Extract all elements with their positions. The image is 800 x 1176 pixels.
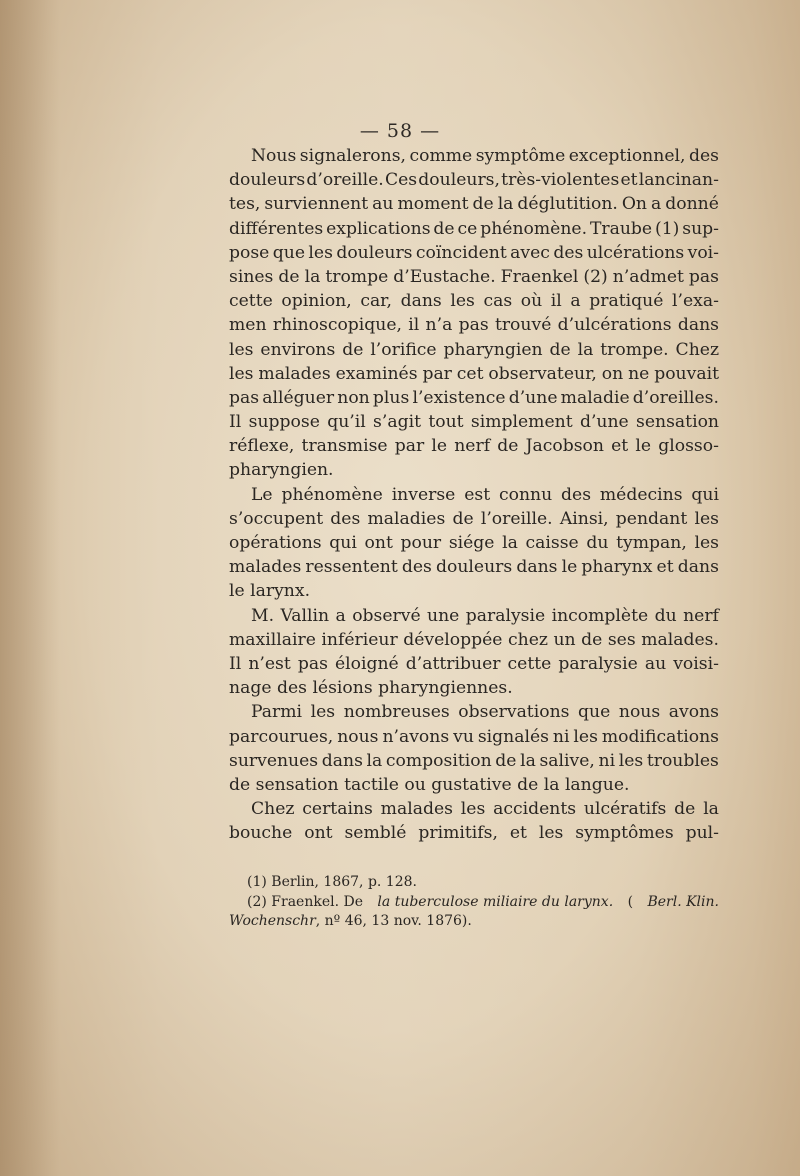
word: sup- bbox=[682, 218, 719, 239]
word: avons bbox=[668, 702, 719, 723]
word: les bbox=[308, 242, 333, 263]
word: paralysie bbox=[465, 605, 546, 626]
word: nerf bbox=[683, 605, 719, 626]
word: Jacobson bbox=[525, 436, 604, 457]
word: connu bbox=[498, 484, 553, 505]
word: car, bbox=[360, 291, 392, 312]
word: par bbox=[422, 363, 452, 384]
word: opérations bbox=[229, 533, 322, 553]
word: maxillaire bbox=[229, 629, 316, 650]
word: douleurs, bbox=[418, 170, 500, 191]
word: accidents bbox=[493, 799, 577, 820]
text-line bbox=[229, 531, 719, 555]
word: ses bbox=[607, 629, 636, 650]
word: un bbox=[553, 629, 576, 650]
word: douleurs bbox=[336, 242, 413, 263]
word: la bbox=[366, 750, 383, 771]
text-line bbox=[229, 773, 719, 797]
word: avec bbox=[510, 242, 550, 263]
footnote-2-journal-cont: Wochenschr bbox=[229, 913, 316, 929]
word: Traube bbox=[589, 218, 653, 239]
word: nerf bbox=[454, 436, 491, 457]
word: tympan, bbox=[616, 533, 687, 553]
word: les bbox=[694, 533, 719, 553]
word: Vallin bbox=[280, 605, 330, 626]
text-line bbox=[229, 749, 719, 773]
word: de bbox=[517, 774, 544, 795]
word: pouvait bbox=[654, 363, 719, 384]
footnote-2-paren: ( bbox=[627, 893, 634, 910]
word: des bbox=[276, 678, 313, 699]
word: moment bbox=[397, 194, 469, 215]
word: de bbox=[581, 629, 603, 650]
word: l’orifice bbox=[370, 339, 437, 360]
word: les bbox=[229, 339, 254, 360]
word: des bbox=[553, 242, 584, 263]
word: pharyngien. bbox=[229, 460, 334, 481]
word: voisi- bbox=[673, 653, 719, 674]
word: il bbox=[550, 291, 562, 312]
word: dans bbox=[516, 557, 558, 578]
word: a bbox=[651, 194, 662, 215]
word: est bbox=[464, 484, 491, 505]
word: éloigné bbox=[334, 653, 399, 674]
word: pul- bbox=[685, 823, 719, 844]
word: plus bbox=[372, 387, 410, 408]
word: larynx. bbox=[250, 581, 311, 602]
word: Ainsi, bbox=[559, 508, 609, 529]
word: semblé bbox=[344, 823, 407, 844]
word: signalés bbox=[477, 726, 549, 747]
word: Chez bbox=[675, 339, 719, 360]
word: a bbox=[570, 291, 581, 312]
text-line bbox=[229, 483, 719, 507]
word: dans bbox=[400, 291, 442, 312]
word: ressentent bbox=[305, 557, 398, 578]
text-line bbox=[229, 821, 719, 845]
word: de bbox=[278, 266, 300, 287]
word: et bbox=[509, 823, 527, 844]
word: qui bbox=[329, 533, 357, 553]
word: alléguer bbox=[262, 387, 335, 408]
word: tout bbox=[428, 412, 464, 433]
word: M. bbox=[251, 605, 275, 626]
word: réflexe, bbox=[229, 436, 295, 457]
word: primitifs, bbox=[418, 823, 498, 844]
word: pas bbox=[229, 387, 260, 408]
word: bouche bbox=[229, 823, 293, 844]
word: et bbox=[611, 436, 629, 457]
word: pendant bbox=[615, 508, 688, 529]
word: incomplète bbox=[551, 605, 649, 626]
word: nage bbox=[229, 678, 277, 699]
word: composition bbox=[385, 750, 492, 771]
footnote-2-title: la tuberculose miliaire du larynx. bbox=[377, 893, 614, 910]
word: où bbox=[520, 291, 543, 312]
text-line bbox=[229, 555, 719, 579]
word: a bbox=[335, 605, 346, 626]
word: men bbox=[229, 315, 267, 336]
word: n’avons bbox=[382, 726, 450, 747]
text-line bbox=[229, 386, 719, 410]
word: rhinoscopique, bbox=[272, 315, 403, 336]
text-line bbox=[229, 241, 719, 265]
word: langue. bbox=[564, 774, 630, 795]
word: la bbox=[703, 799, 719, 820]
word: pharynx bbox=[581, 557, 653, 578]
word: sensation bbox=[255, 774, 345, 795]
word: simplement bbox=[470, 412, 573, 433]
word: pharyngien bbox=[443, 339, 543, 360]
word: ulcérations bbox=[586, 242, 685, 263]
word: lancinan- bbox=[638, 170, 719, 191]
word: que bbox=[272, 242, 305, 263]
text-line bbox=[229, 338, 719, 362]
word: siége bbox=[448, 533, 495, 553]
word: d’une bbox=[579, 412, 629, 433]
word: la bbox=[497, 194, 514, 215]
word: de bbox=[452, 508, 474, 529]
word: des bbox=[401, 557, 432, 578]
word: Parmi bbox=[251, 702, 303, 723]
word: du bbox=[586, 533, 609, 553]
word: paralysie bbox=[558, 653, 638, 674]
word: nous bbox=[618, 702, 661, 723]
page-number: — 58 — bbox=[359, 120, 441, 142]
footnote-2-continued bbox=[229, 912, 719, 932]
word: ne bbox=[628, 363, 650, 384]
footnote-1: (1) Berlin, 1867, p. 128. bbox=[247, 874, 417, 890]
word: d’Eustache. bbox=[393, 266, 496, 287]
text-line bbox=[229, 700, 719, 724]
word: maladies bbox=[367, 508, 446, 529]
word: développée bbox=[403, 629, 503, 650]
text-line bbox=[229, 604, 719, 628]
word: cas bbox=[483, 291, 513, 312]
word: donné bbox=[665, 194, 719, 215]
word: d’oreilles. bbox=[632, 387, 719, 408]
word: s’agit bbox=[373, 412, 421, 433]
word: dans bbox=[321, 750, 363, 771]
word: modifications bbox=[601, 726, 719, 747]
word: vu bbox=[453, 726, 474, 747]
word: d’attribuer bbox=[405, 653, 501, 674]
word: les bbox=[229, 363, 254, 384]
word: les bbox=[310, 702, 336, 723]
word: des bbox=[561, 484, 592, 505]
word: les bbox=[450, 291, 475, 312]
word: qu’il bbox=[327, 412, 366, 433]
word: malades bbox=[229, 557, 302, 578]
word: d’ulcérations bbox=[557, 315, 672, 336]
text-line bbox=[229, 652, 719, 676]
word: (1) bbox=[655, 218, 680, 239]
word: Le bbox=[251, 484, 273, 505]
word: de bbox=[472, 194, 494, 215]
word: ont bbox=[304, 823, 333, 844]
word: Chez bbox=[251, 799, 295, 820]
word: ni bbox=[552, 726, 570, 747]
word: Il bbox=[229, 653, 242, 674]
word: trompe. bbox=[600, 339, 669, 360]
word: ni bbox=[598, 750, 616, 771]
word: phénomène. bbox=[480, 218, 588, 239]
word: différentes bbox=[229, 218, 324, 239]
word: Fraenkel bbox=[500, 266, 579, 287]
word: pharyngiennes. bbox=[378, 678, 513, 699]
word: tactile bbox=[344, 774, 405, 795]
word: la bbox=[502, 533, 518, 553]
text-line bbox=[229, 410, 719, 434]
word: trouvé bbox=[494, 315, 552, 336]
word: observateur, bbox=[488, 363, 597, 384]
text-line bbox=[229, 458, 719, 482]
word: le bbox=[431, 436, 448, 457]
word: explications bbox=[326, 218, 431, 239]
word: (2) bbox=[583, 266, 608, 287]
text-line bbox=[229, 289, 719, 313]
text-line bbox=[229, 265, 719, 289]
word: inférieur bbox=[321, 629, 398, 650]
word: s’occupent bbox=[229, 508, 324, 529]
word: malades bbox=[258, 363, 331, 384]
word: non bbox=[337, 387, 370, 408]
word: Nous bbox=[251, 146, 297, 166]
word: l’oreille. bbox=[480, 508, 553, 529]
text-line bbox=[229, 362, 719, 386]
word: pose bbox=[229, 242, 270, 263]
word: la bbox=[304, 266, 321, 287]
word: maladie bbox=[560, 387, 630, 408]
word: transmise bbox=[301, 436, 388, 457]
word: l’existence bbox=[412, 387, 506, 408]
word: n’admet bbox=[612, 266, 684, 287]
word: d’oreille. bbox=[306, 170, 384, 191]
word: coïncident bbox=[415, 242, 507, 263]
word: les bbox=[694, 508, 719, 529]
footnote-2-ref: (2) Fraenkel. De bbox=[247, 893, 363, 910]
footnote-2-journal: Berl. Klin. bbox=[647, 893, 719, 910]
word: il bbox=[408, 315, 420, 336]
text-line bbox=[229, 725, 719, 749]
text-line bbox=[229, 628, 719, 652]
word: tes, bbox=[229, 194, 261, 215]
word: ont bbox=[364, 533, 393, 553]
word: pratiqué bbox=[589, 291, 664, 312]
text-line bbox=[229, 192, 719, 216]
word: nombreuses bbox=[343, 702, 450, 723]
word: les bbox=[573, 726, 598, 747]
word: que bbox=[578, 702, 611, 723]
word: le bbox=[561, 557, 578, 578]
word: pas bbox=[458, 315, 489, 336]
word: Il bbox=[229, 412, 242, 433]
word: comme bbox=[409, 146, 473, 166]
word: n’a bbox=[425, 315, 453, 336]
word: environs bbox=[260, 339, 336, 360]
word: une bbox=[427, 605, 460, 626]
word: glosso- bbox=[658, 436, 719, 457]
word: cet bbox=[456, 363, 484, 384]
footnote-2 bbox=[229, 893, 719, 913]
word: trompe bbox=[325, 266, 389, 287]
word: par bbox=[394, 436, 425, 457]
word: du bbox=[654, 605, 677, 626]
word: nous bbox=[337, 726, 379, 747]
word: salive, bbox=[539, 750, 595, 771]
text-line bbox=[229, 676, 719, 700]
word: douleurs bbox=[229, 170, 306, 191]
word: lésions bbox=[312, 678, 379, 699]
word: ce bbox=[457, 218, 478, 239]
word: caisse bbox=[525, 533, 579, 553]
word: pas bbox=[688, 266, 719, 287]
word: les bbox=[538, 823, 564, 844]
word: pas bbox=[297, 653, 328, 674]
word: inverse bbox=[391, 484, 456, 505]
word: phénomène bbox=[281, 484, 383, 505]
word: et bbox=[656, 557, 674, 578]
word: cette bbox=[229, 291, 273, 312]
word: et bbox=[620, 170, 638, 191]
word: de bbox=[549, 339, 571, 360]
word: au bbox=[644, 653, 667, 674]
word: de bbox=[674, 799, 696, 820]
text-line bbox=[229, 579, 719, 603]
word: parcourues, bbox=[229, 726, 334, 747]
word: le bbox=[229, 581, 251, 602]
text-line bbox=[229, 507, 719, 531]
word: la bbox=[520, 750, 536, 771]
word: on bbox=[601, 363, 624, 384]
word: observé bbox=[352, 605, 421, 626]
word: de bbox=[497, 436, 519, 457]
word: d’une bbox=[508, 387, 558, 408]
word: cette bbox=[507, 653, 552, 674]
word: de bbox=[342, 339, 364, 360]
body-text bbox=[229, 144, 719, 845]
word: qui bbox=[691, 484, 719, 505]
word: ou bbox=[404, 774, 432, 795]
word: le bbox=[635, 436, 652, 457]
word: douleurs bbox=[436, 557, 513, 578]
word: au bbox=[372, 194, 394, 215]
word: l’exa- bbox=[672, 291, 719, 312]
word: de bbox=[229, 774, 256, 795]
text-line bbox=[229, 313, 719, 337]
text-line bbox=[229, 434, 719, 458]
word: malades. bbox=[641, 629, 719, 650]
word: gustative bbox=[431, 774, 518, 795]
word: pour bbox=[400, 533, 442, 553]
text-line bbox=[229, 168, 719, 192]
word: exceptionnel, bbox=[568, 146, 686, 166]
word: n’est bbox=[248, 653, 291, 674]
word: On bbox=[621, 194, 648, 215]
word: symptômes bbox=[575, 823, 674, 844]
word: suppose bbox=[248, 412, 320, 433]
text-line bbox=[229, 797, 719, 821]
word: très-violentes bbox=[501, 170, 620, 191]
word: des bbox=[688, 146, 719, 166]
word: signalerons, bbox=[299, 146, 406, 166]
word: opinion, bbox=[281, 291, 352, 312]
word: dans bbox=[677, 315, 719, 336]
word: sensation bbox=[636, 412, 719, 433]
word: symptôme bbox=[475, 146, 566, 166]
word: survenues bbox=[229, 750, 319, 771]
word: troubles bbox=[646, 750, 719, 771]
footnotes bbox=[229, 873, 719, 932]
text-line bbox=[229, 217, 719, 241]
word: de bbox=[433, 218, 455, 239]
word: examinés bbox=[335, 363, 418, 384]
word: les bbox=[618, 750, 644, 771]
word: les bbox=[460, 799, 486, 820]
word: Ces bbox=[384, 170, 418, 191]
word: certains bbox=[302, 799, 373, 820]
word: chez bbox=[508, 629, 548, 650]
word: de bbox=[495, 750, 517, 771]
word: la bbox=[577, 339, 594, 360]
word: surviennent bbox=[264, 194, 369, 215]
word: la bbox=[543, 774, 565, 795]
word: des bbox=[330, 508, 361, 529]
word: malades bbox=[380, 799, 453, 820]
word: déglutition. bbox=[517, 194, 618, 215]
word: médecins bbox=[599, 484, 683, 505]
word: dans bbox=[677, 557, 719, 578]
word: ulcératifs bbox=[583, 799, 667, 820]
word: voi- bbox=[687, 242, 719, 263]
text-line bbox=[229, 144, 719, 168]
word: sines bbox=[229, 266, 274, 287]
word: observations bbox=[458, 702, 570, 723]
footnote-2-details: , nº 46, 13 nov. 1876). bbox=[315, 913, 472, 929]
